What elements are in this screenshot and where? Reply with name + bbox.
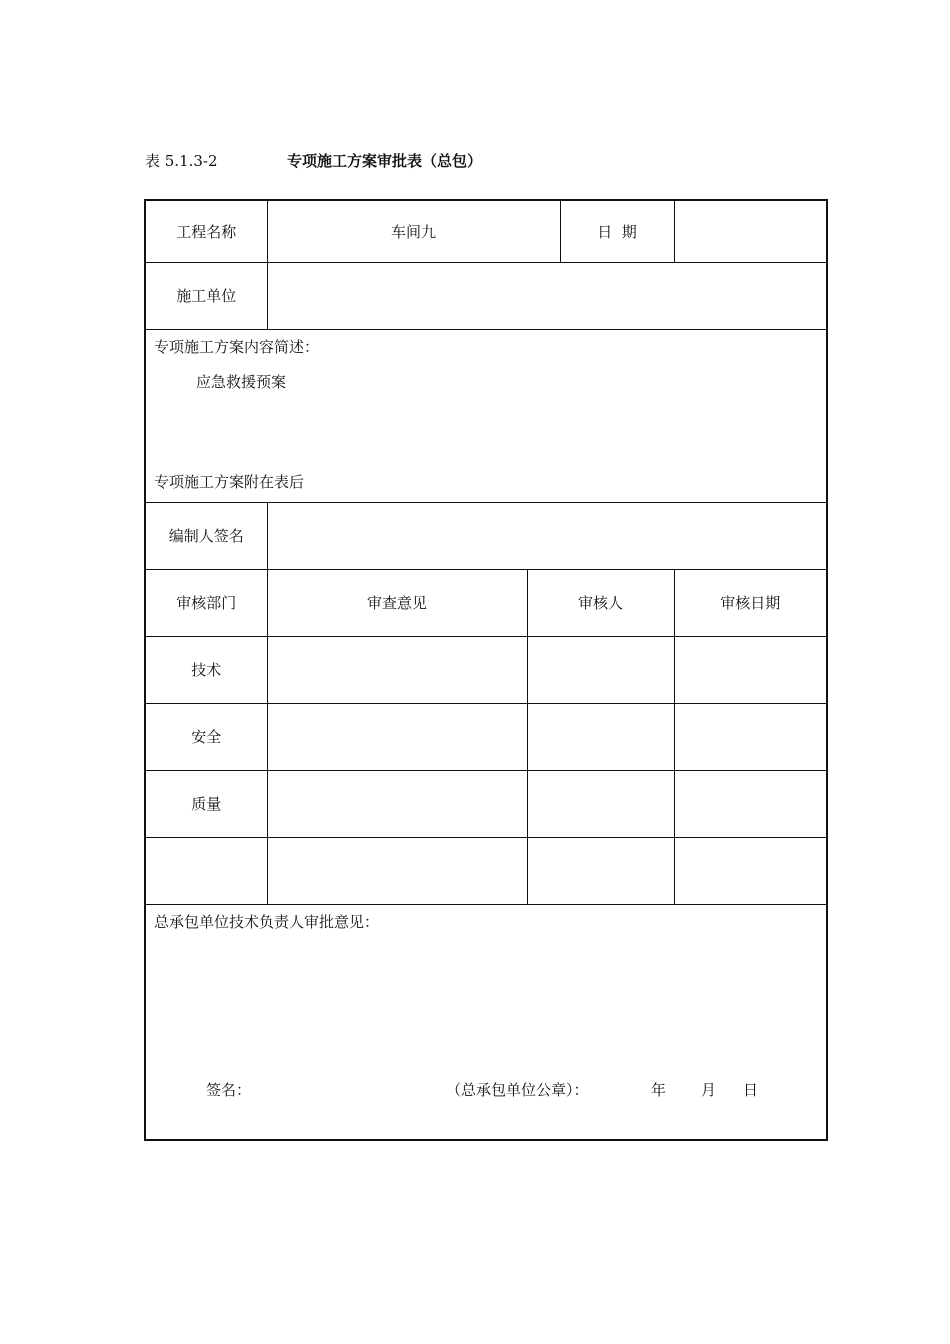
compiler-signature[interactable] (267, 502, 827, 569)
review-dept: 技术 (145, 636, 267, 703)
gc-opinion-label: 总承包单位技术负责人审批意见： (154, 912, 380, 931)
form-title: 专项施工方案审批表（总包） (287, 152, 483, 170)
review-row-blank (145, 837, 827, 904)
date-value[interactable] (674, 200, 827, 262)
review-header-date: 审核日期 (674, 569, 827, 636)
review-opinion[interactable] (267, 770, 527, 837)
review-row-quality (145, 770, 827, 837)
compiler-label: 编制人签名 (145, 502, 267, 569)
review-row-safety (145, 703, 827, 770)
contractor-label: 施工单位 (145, 262, 267, 329)
gc-approval-cell[interactable] (145, 904, 827, 1140)
review-date[interactable] (674, 770, 827, 837)
project-name-value[interactable]: 车间九 (267, 200, 560, 262)
summary-label: 专项施工方案内容简述： (154, 337, 320, 356)
review-reviewer[interactable] (527, 837, 674, 904)
year-label: 年 (651, 1081, 667, 1099)
review-opinion[interactable] (267, 837, 527, 904)
contractor-value[interactable] (267, 262, 827, 329)
row-summary (145, 329, 827, 502)
review-dept: 质量 (145, 770, 267, 837)
table-number: 表 5.1.3-2 (145, 152, 218, 170)
review-reviewer[interactable] (527, 703, 674, 770)
summary-cell[interactable] (145, 329, 827, 502)
review-dept[interactable] (145, 837, 267, 904)
review-date[interactable] (674, 703, 827, 770)
approval-form-table (144, 199, 828, 1141)
month-label: 月 (701, 1081, 717, 1099)
review-row-technical (145, 636, 827, 703)
row-gc-approval (145, 904, 827, 1140)
review-dept: 安全 (145, 703, 267, 770)
sign-label: 签名： (206, 1081, 252, 1099)
project-name-label: 工程名称 (145, 200, 267, 262)
row-project (145, 200, 827, 262)
review-reviewer[interactable] (527, 636, 674, 703)
seal-label: （总承包单位公章）： (446, 1081, 589, 1099)
review-header-reviewer: 审核人 (527, 569, 674, 636)
row-contractor (145, 262, 827, 329)
review-date[interactable] (674, 636, 827, 703)
review-header-dept: 审核部门 (145, 569, 267, 636)
summary-value: 应急救援预案 (196, 372, 287, 391)
signature-line (146, 1079, 826, 1099)
review-header-opinion: 审查意见 (267, 569, 527, 636)
review-header-row (145, 569, 827, 636)
review-opinion[interactable] (267, 636, 527, 703)
review-opinion[interactable] (267, 703, 527, 770)
review-reviewer[interactable] (527, 770, 674, 837)
row-compiler (145, 502, 827, 569)
review-date[interactable] (674, 837, 827, 904)
day-label: 日 (743, 1081, 759, 1099)
date-label (560, 200, 674, 262)
date-label-text: 日 期 (597, 222, 637, 241)
summary-attached-note: 专项施工方案附在表后 (154, 472, 305, 491)
